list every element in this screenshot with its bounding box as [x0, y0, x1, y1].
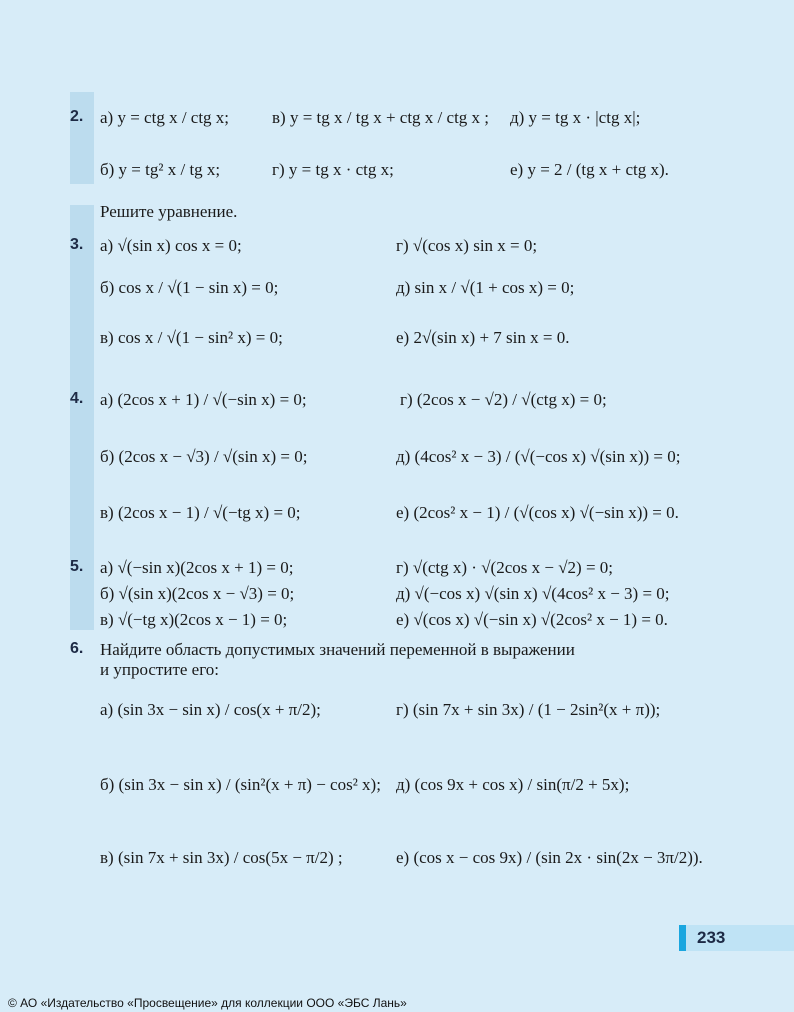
problem-2a-text: а) y = ctg x / ctg x;	[100, 108, 230, 127]
copyright-notice: © АО «Издательство «Просвещение» для коллекции ООО «ЭБС Лань»	[8, 996, 407, 1010]
problem-2v-text: в) y = tg x / tg x + ctg x / ctg x ;	[272, 108, 490, 127]
problem-5a: а) √(−sin x)(2cos x + 1) = 0;	[100, 558, 294, 577]
problem-2b	[100, 160, 220, 180]
problem-6a: а) (sin 3x − sin x) / cos(x + π/2);	[100, 700, 321, 719]
problem-4a: а) (2cos x + 1) / √(−sin x) = 0;	[100, 390, 307, 409]
page-number-marker	[679, 925, 686, 951]
problem-2d	[510, 108, 640, 128]
problem-6-text-line2: и упростите его:	[100, 660, 219, 679]
problem-2e	[510, 160, 669, 180]
problem-2d-text: д) y = tg x · |ctg x|;	[510, 108, 641, 127]
problem-3v: в) cos x / √(1 − sin² x) = 0;	[100, 328, 283, 347]
problem-6b: б) (sin 3x − sin x) / (sin²(x + π) − cos² x);	[100, 775, 381, 794]
problem-2-number: 2.	[70, 108, 84, 125]
problem-2e-text: е) y = 2 / (tg x + ctg x).	[510, 160, 669, 179]
problem-2g	[272, 160, 394, 180]
problem-2b-text: б) y = tg² x / tg x;	[100, 160, 221, 179]
page-number: 233	[697, 928, 726, 947]
problem-5v: в) √(−tg x)(2cos x − 1) = 0;	[100, 610, 288, 629]
problem-6-text-line1: Найдите область допустимых значений переменной в выражении	[100, 640, 575, 659]
problem-3a: а) √(sin x) cos x = 0;	[100, 236, 242, 255]
problem-3e: е) 2√(sin x) + 7 sin x = 0.	[396, 328, 570, 347]
problem-5d: д) √(−cos x) √(sin x) √(4cos² x − 3) = 0;	[396, 584, 670, 603]
problem-4v: в) (2cos x − 1) / √(−tg x) = 0;	[100, 503, 301, 522]
problem-2-band	[70, 92, 94, 184]
problem-4-number: 4.	[70, 390, 84, 407]
problem-4b: б) (2cos x − √3) / √(sin x) = 0;	[100, 447, 308, 466]
problem-2v	[272, 108, 489, 128]
problem-5e: е) √(cos x) √(−sin x) √(2cos² x − 1) = 0.	[396, 610, 668, 629]
problem-3-number: 3.	[70, 236, 84, 253]
problem-2g-text: г) y = tg x · ctg x;	[272, 160, 394, 179]
problem-6e: е) (cos x − cos 9x) / (sin 2x · sin(2x − 3π/2)).	[396, 848, 703, 867]
problem-3d: д) sin x / √(1 + cos x) = 0;	[396, 278, 575, 297]
problem-6v: в) (sin 7x + sin 3x) / cos(5x − π/2) ;	[100, 848, 343, 867]
problem-5-number: 5.	[70, 558, 84, 575]
problem-3g: г) √(cos x) sin x = 0;	[396, 236, 538, 255]
problem-3b: б) cos x / √(1 − sin x) = 0;	[100, 278, 279, 297]
problem-6-number: 6.	[70, 640, 84, 657]
problem-5b: б) √(sin x)(2cos x − √3) = 0;	[100, 584, 295, 603]
instruction-solve: Решите уравнение.	[100, 202, 238, 221]
problem-6g: г) (sin 7x + sin 3x) / (1 − 2sin²(x + π));	[396, 700, 661, 719]
problem-4g: г) (2cos x − √2) / √(ctg x) = 0;	[400, 390, 607, 409]
problem-5g: г) √(ctg x) · √(2cos x − √2) = 0;	[396, 558, 614, 577]
problem-2a	[100, 108, 229, 128]
problem-4e: е) (2cos² x − 1) / (√(cos x) √(−sin x)) = 0.	[396, 503, 679, 522]
problem-4d: д) (4cos² x − 3) / (√(−cos x) √(sin x)) = 0;	[396, 447, 681, 466]
problem-6d: д) (cos 9x + cos x) / sin(π/2 + 5x);	[396, 775, 630, 794]
